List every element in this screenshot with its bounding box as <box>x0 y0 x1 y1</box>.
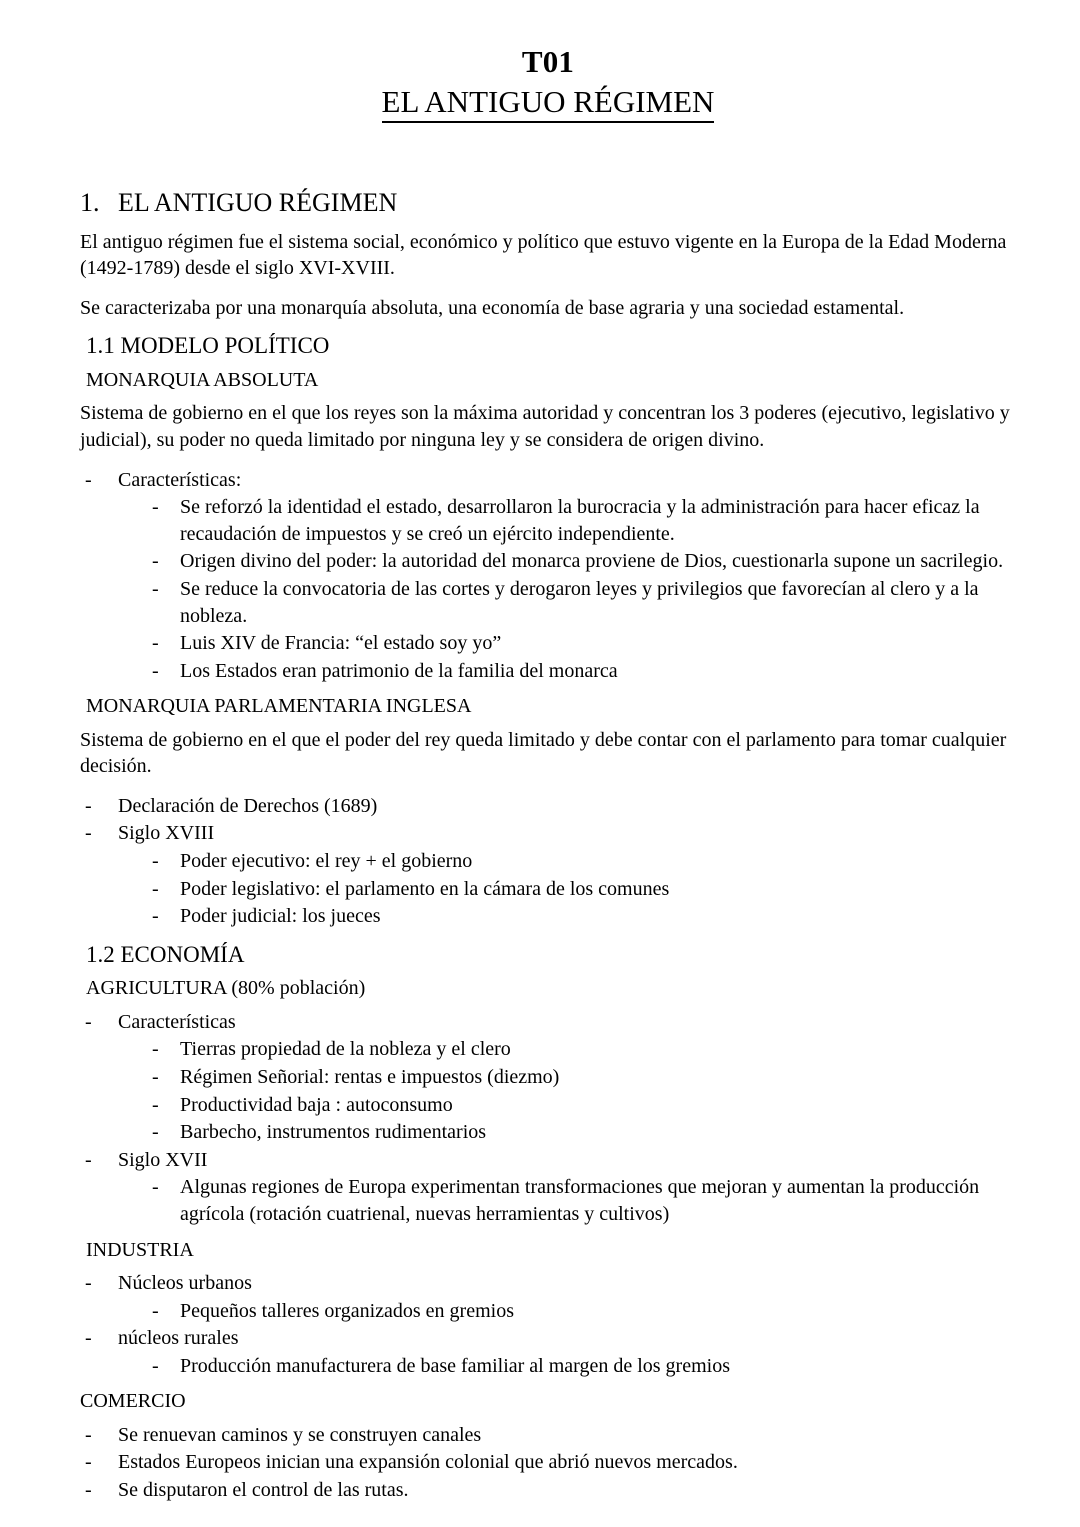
heading-monarquia-parlamentaria: MONARQUIA PARLAMENTARIA INGLESA <box>86 695 472 718</box>
list-item-label: Algunas regiones de Europa experimentan transformaciones que mejoran y aumentan la producción agrícola (rotación cuatrienal, nuevas herramientas y cultivos) <box>180 1176 980 1225</box>
list-item <box>80 1422 1016 1449</box>
bullet-dash-icon: - <box>152 1176 159 1199</box>
bullet-dash-icon: - <box>85 468 92 491</box>
list-item-label: Se disputaron el control de las rutas. <box>118 1478 409 1501</box>
section-1-paragraph-2: Se caracterizaba por una monarquía absoluta, una economía de base agraria y una sociedad estamental. <box>80 296 905 319</box>
bullet-dash-icon: - <box>152 550 159 573</box>
list-item-label: Régimen Señorial: rentas e impuestos (diezmo) <box>180 1066 560 1088</box>
list-item <box>80 876 1016 903</box>
monarquia-absoluta-paragraph: Sistema de gobierno en el que los reyes son la máxima autoridad y concentran los 3 poderes (ejecutivo, legislativo y judicial), su poder no queda limitado por ninguna ley y se considera de origen divino. <box>80 402 1010 451</box>
list-item <box>80 1036 1016 1063</box>
bullet-dash-icon: - <box>85 1423 92 1446</box>
document-content <box>80 0 1016 1505</box>
list-item-label: Los Estados eran patrimonio de la familia del monarca <box>180 659 618 682</box>
list-item-label: Barbecho, instrumentos rudimentarios <box>180 1121 487 1144</box>
list-item <box>80 793 1016 820</box>
list-item-label: Estados Europeos inician una expansión colonial que abrió nuevos mercados. <box>118 1451 738 1474</box>
list-item-label: Tierras propiedad de la nobleza y el clero <box>180 1038 511 1061</box>
document-title-code: T01 <box>521 44 575 79</box>
heading-comercio: COMERCIO <box>80 1390 186 1413</box>
bullet-dash-icon: - <box>152 632 159 655</box>
comercio-list <box>80 1422 1016 1504</box>
bullet-dash-icon: - <box>152 1093 159 1116</box>
list-item-label: Características <box>118 1010 236 1033</box>
heading-industria: INDUSTRIA <box>86 1238 194 1261</box>
heading-agricultura: AGRICULTURA (80% población) <box>86 977 366 1000</box>
heading-section-1 <box>80 187 1016 218</box>
list-item-label: Origen divino del poder: la autoridad del monarca proviene de Dios, cuestionarla supone un sacrilegio. <box>180 550 1004 573</box>
bullet-dash-icon: - <box>152 1354 159 1377</box>
agricultura-list <box>80 1009 1016 1228</box>
monarquia-absoluta-list <box>80 467 1016 685</box>
list-item <box>80 1449 1016 1476</box>
list-item <box>80 820 1016 847</box>
list-item-label: Siglo XVII <box>118 1148 208 1171</box>
list-item <box>80 848 1016 875</box>
list-item-label: Poder ejecutivo: el rey + el gobierno <box>180 850 473 873</box>
heading-section-1-1: 1.1 MODELO POLÍTICO <box>86 333 330 359</box>
bullet-dash-icon: - <box>152 850 159 873</box>
document-title-main: EL ANTIGUO RÉGIMEN <box>382 83 715 124</box>
bullet-dash-icon: - <box>85 1148 92 1171</box>
list-item <box>80 658 1016 685</box>
bullet-dash-icon: - <box>85 1327 92 1350</box>
list-item <box>80 1147 1016 1174</box>
list-item <box>80 1174 1016 1227</box>
list-item <box>80 494 1016 547</box>
list-item-label: Se reforzó la identidad el estado, desarrollaron la burocracia y la administración para hacer eficaz la recaudación de impuestos y se creó un ejército independiente. <box>180 496 980 545</box>
section-1-paragraph-1: El antiguo régimen fue el sistema social, económico y político que estuvo vigente en la Europa de la Edad Moderna (1492-1789) desde el siglo XVI-XVIII. <box>80 230 1007 280</box>
list-item <box>80 903 1016 930</box>
industria-list <box>80 1270 1016 1379</box>
list-item <box>80 630 1016 657</box>
bullet-dash-icon: - <box>152 877 159 900</box>
list-item <box>80 548 1016 575</box>
heading-monarquia-absoluta: MONARQUIA ABSOLUTA <box>86 368 319 391</box>
list-item <box>80 1270 1016 1297</box>
list-item <box>80 1477 1016 1504</box>
list-item <box>80 1119 1016 1146</box>
list-item-label: Características: <box>118 468 242 491</box>
list-item <box>80 1064 1016 1091</box>
bullet-dash-icon: - <box>85 1010 92 1033</box>
list-item-label: Poder judicial: los jueces <box>180 905 381 928</box>
monarquia-parlamentaria-paragraph: Sistema de gobierno en el que el poder del rey queda limitado y debe contar con el parlamento para tomar cualquier decisión. <box>80 728 1007 778</box>
list-item-label: Productividad baja : autoconsumo <box>180 1093 453 1116</box>
list-item-label: Pequeños talleres organizados en gremios <box>180 1299 514 1322</box>
list-item <box>80 1298 1016 1325</box>
list-item-label: Luis XIV de Francia: “el estado soy yo” <box>180 632 502 655</box>
heading-section-1-number: 1. <box>80 188 100 218</box>
heading-section-1-2: 1.2 ECONOMÍA <box>86 941 245 967</box>
bullet-dash-icon: - <box>152 1038 159 1061</box>
bullet-dash-icon: - <box>85 794 92 817</box>
bullet-dash-icon: - <box>85 1478 92 1501</box>
list-item-label: Se renuevan caminos y se construyen canales <box>118 1423 482 1446</box>
list-item <box>80 1325 1016 1352</box>
document-title-block <box>80 44 1016 123</box>
list-item <box>80 467 1016 494</box>
bullet-dash-icon: - <box>152 1121 159 1144</box>
list-item-label: Declaración de Derechos (1689) <box>118 794 378 817</box>
monarquia-parlamentaria-list <box>80 793 1016 930</box>
list-item-label: Núcleos urbanos <box>118 1271 252 1294</box>
list-item <box>80 1009 1016 1036</box>
list-item <box>80 1092 1016 1119</box>
bullet-dash-icon: - <box>152 1066 159 1088</box>
list-item-label: Siglo XVIII <box>118 822 215 845</box>
bullet-dash-icon: - <box>152 496 159 519</box>
bullet-dash-icon: - <box>85 1271 92 1294</box>
bullet-dash-icon: - <box>85 1451 92 1474</box>
bullet-dash-icon: - <box>85 822 92 845</box>
bullet-dash-icon: - <box>152 577 159 600</box>
bullet-dash-icon: - <box>152 905 159 928</box>
list-item-label: Poder legislativo: el parlamento en la cámara de los comunes <box>180 877 670 900</box>
list-item <box>80 576 1016 629</box>
bullet-dash-icon: - <box>152 1299 159 1322</box>
list-item <box>80 1353 1016 1380</box>
list-item-label: núcleos rurales <box>118 1327 239 1350</box>
list-item-label: Producción manufacturera de base familiar al margen de los gremios <box>180 1354 730 1377</box>
bullet-dash-icon: - <box>152 659 159 682</box>
heading-section-1-label: EL ANTIGUO RÉGIMEN <box>118 188 398 218</box>
list-item-label: Se reduce la convocatoria de las cortes y derogaron leyes y privilegios que favorecían al clero y a la nobleza. <box>180 577 979 627</box>
